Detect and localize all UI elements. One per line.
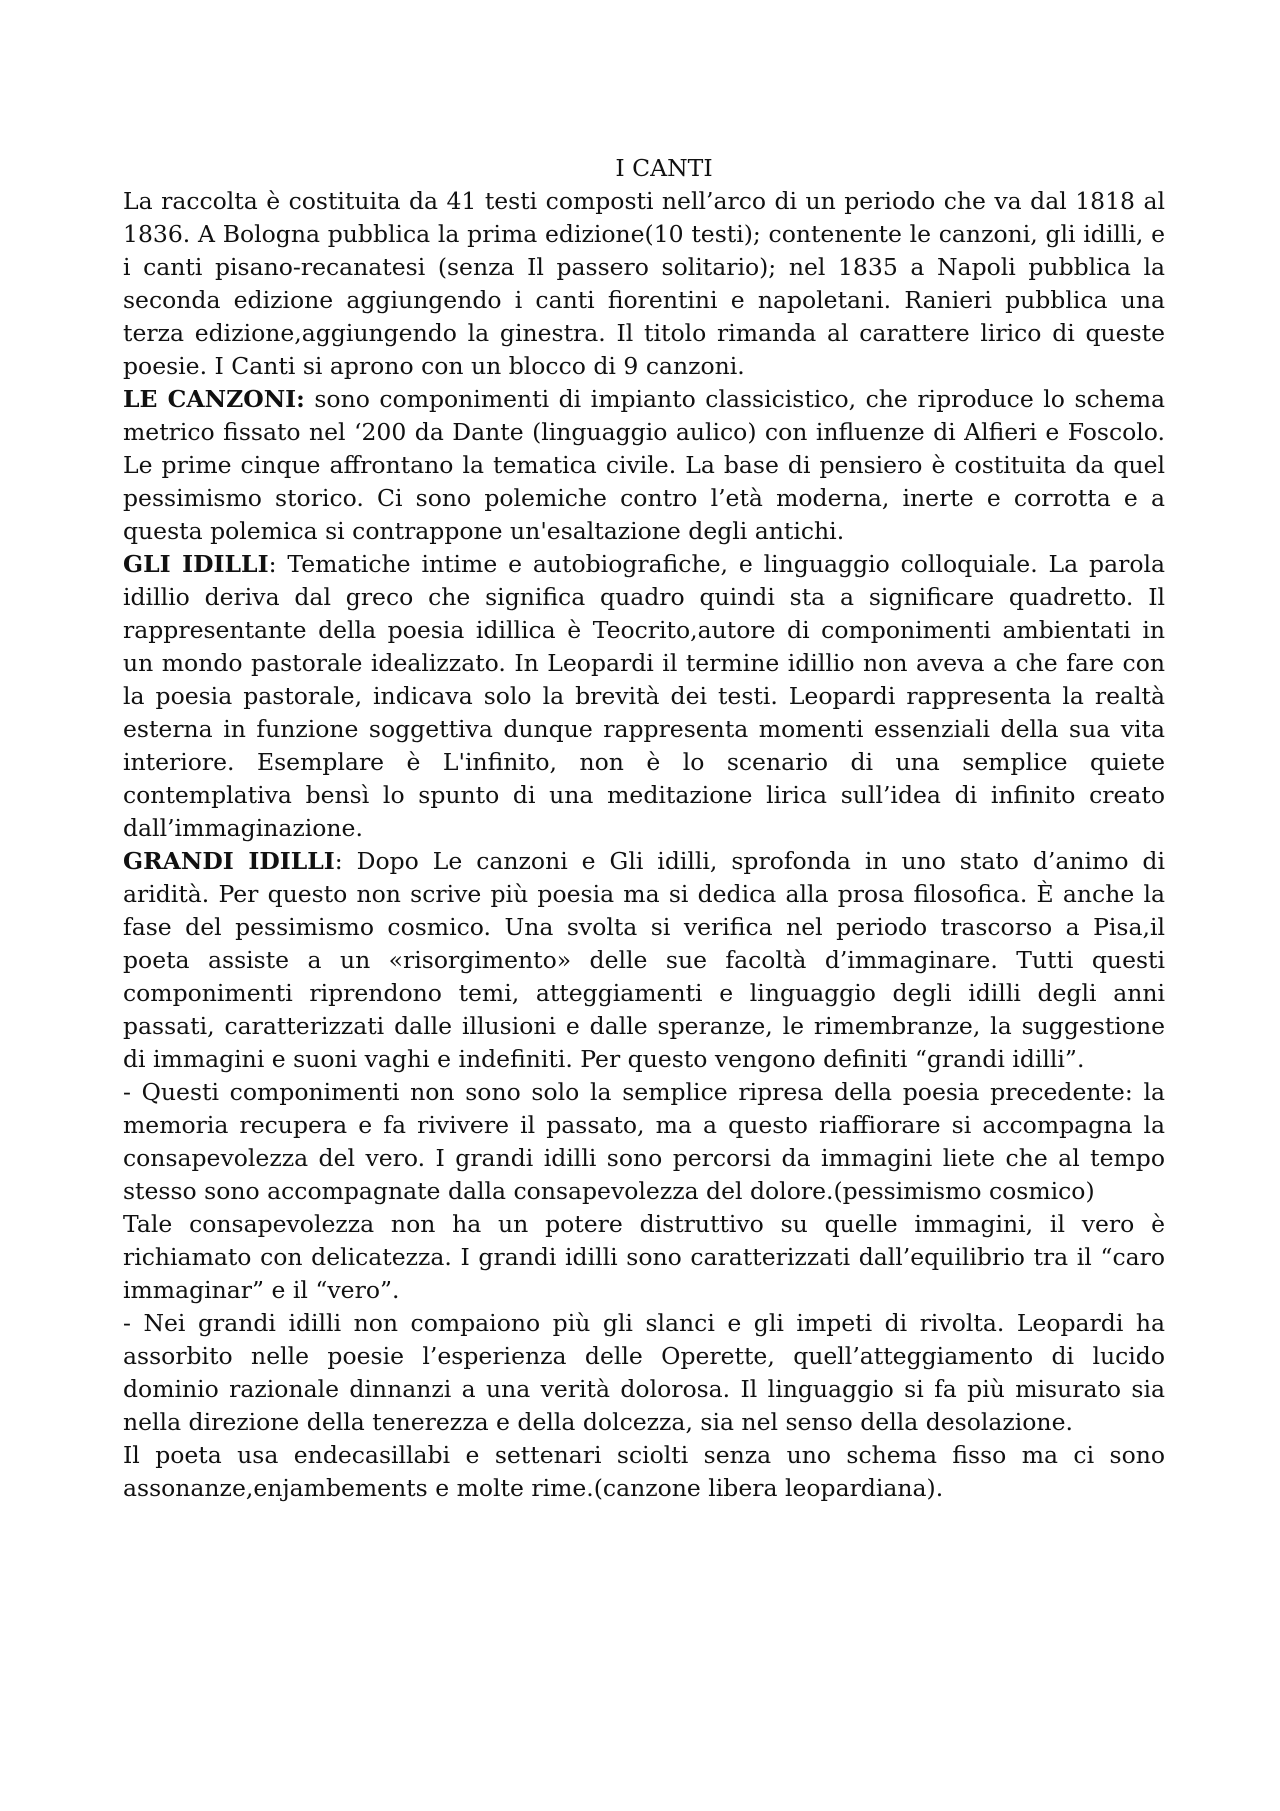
paragraph-grandi-idilli bbox=[123, 845, 1165, 1076]
paragraph-text: La raccolta è costituita da 41 testi composti nell’arco di un periodo che va dal 1818 al 1836. A Bologna pubblica la prima edizione(10 testi); contenente le canzoni, gli idilli, e i canti pisano-recanatesi (senza Il passero solitario); nel 1835 a Napoli pubblica la seconda edizione aggiungendo i canti fiorentini e napoletani. Ranieri pubblica una terza edizione,aggiungendo la ginestra. Il titolo rimanda al carattere lirico di queste poesie. I Canti si aprono con un blocco di 9 canzoni. bbox=[123, 187, 1165, 380]
paragraph-text: sono componimenti di impianto classicistico, che riproduce lo schema metrico fissato nel ‘200 da Dante (linguaggio aulico) con influenze di Alfieri e Foscolo. Le prime cinque affrontano la tematica civile. La base di pensiero è costituita da quel pessimismo storico. Ci sono polemiche contro l’età moderna, inerte e corrotta e a questa polemica si contrappone un'esaltazione degli antichi. bbox=[123, 385, 1165, 545]
section-heading-idilli: GLI IDILLI bbox=[123, 550, 269, 578]
paragraph-intro bbox=[123, 185, 1165, 383]
paragraph-text: : Tematiche intime e autobiografiche, e linguaggio colloquiale. La parola idillio deriva dal greco che significa quadro quindi sta a significare quadretto. Il rappresentante della poesia idillica è Teocrito,autore di componimenti ambientati in un mondo pastorale idealizzato. In Leopardi il termine idillio non aveva a che fare con la poesia pastorale, indicava solo la brevità dei testi. Leopardi rappresenta la realtà esterna in funzione soggettiva dunque rappresenta momenti essenziali della sua vita interiore. Esemplare è L'infinito, non è lo scenario di una semplice quiete contemplativa bensì lo spunto di una meditazione lirica sull’idea di infinito creato dall’immaginazione. bbox=[123, 550, 1166, 842]
paragraph-canzoni bbox=[123, 383, 1165, 548]
paragraph-text: Tale consapevolezza non ha un potere distruttivo su quelle immagini, il vero è richiamato con delicatezza. I grandi idilli sono caratterizzati dall’equilibrio tra il “caro immaginar” e il “vero”. bbox=[123, 1210, 1165, 1304]
paragraph-operette bbox=[123, 1307, 1165, 1439]
section-heading-canzoni: LE CANZONI: bbox=[123, 385, 305, 413]
paragraph-metrica bbox=[123, 1439, 1165, 1505]
paragraph-text: Il poeta usa endecasillabi e settenari sciolti senza uno schema fisso ma ci sono assonanze,enjambements e molte rime.(canzone libera leopardiana). bbox=[123, 1441, 1165, 1502]
paragraph-text: - Nei grandi idilli non compaiono più gli slanci e gli impeti di rivolta. Leopardi ha assorbito nelle poesie l’esperienza delle Operette, quell’atteggiamento di lucido dominio razionale dinnanzi a una verità dolorosa. Il linguaggio si fa più misurato sia nella direzione della tenerezza e della dolcezza, sia nel senso della desolazione. bbox=[123, 1309, 1165, 1436]
paragraph-text: : Dopo Le canzoni e Gli idilli, sprofonda in uno stato d’animo di aridità. Per questo non scrive più poesia ma si dedica alla prosa filosofica. È anche la fase del pessimismo cosmico. Una svolta si verifica nel periodo trascorso a Pisa,il poeta assiste a un «risorgimento» delle sue facoltà d’immaginare. Tutti questi componimenti riprendono temi, atteggiamenti e linguaggio degli idilli degli anni passati, caratterizzati dalle illusioni e dalle speranze, le rimembranze, la suggestione di immagini e suoni vaghi e indefiniti. Per questo vengono definiti “grandi idilli”. bbox=[123, 847, 1165, 1073]
section-heading-grandi-idilli: GRANDI IDILLI bbox=[123, 847, 335, 875]
document-page bbox=[123, 152, 1165, 1505]
paragraph-idilli bbox=[123, 548, 1165, 845]
paragraph-memoria bbox=[123, 1076, 1165, 1208]
paragraph-text: - Questi componimenti non sono solo la semplice ripresa della poesia precedente: la memoria recupera e fa rivivere il passato, ma a questo riaffiorare si accompagna la consapevolezza del vero. I grandi idilli sono percorsi da immagini liete che al tempo stesso sono accompagnate dalla consapevolezza del dolore.(pessimismo cosmico) bbox=[123, 1078, 1165, 1205]
document-title: I CANTI bbox=[615, 154, 713, 182]
paragraph-consapevolezza bbox=[123, 1208, 1165, 1307]
